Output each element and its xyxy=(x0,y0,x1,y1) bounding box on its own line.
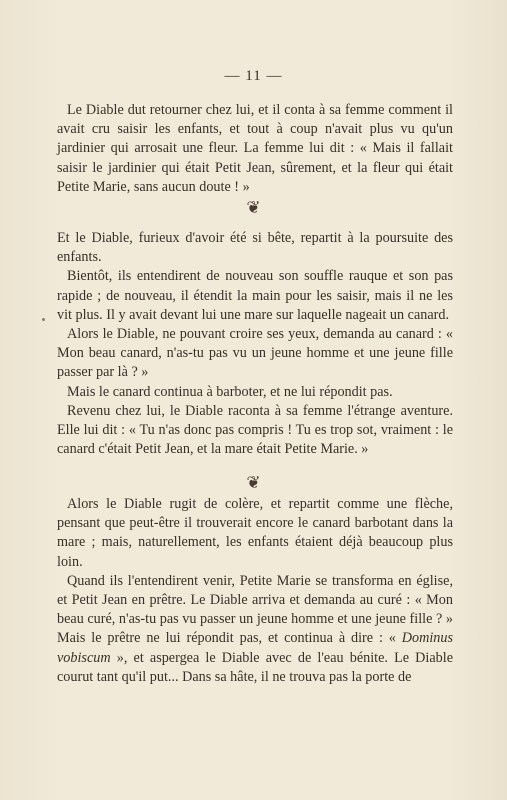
paragraph xyxy=(57,572,453,687)
paragraph: Le Diable dut retourner chez lui, et il conta à sa femme comment il avait cru saisir les enfants, et tout à coup n'avait plus vu qu'un jardinier qui arrosait une fleur. La femme lui dit : « Mais il fallait saisir le jardinier qui était Petit Jean, sûrement, et la fleur qui était Petite Marie, sans aucun doute ! » xyxy=(57,102,453,195)
paragraph: Bientôt, ils entendirent de nouveau son souffle rauque et son pas rapide ; de nouveau, il étendit la main pour les saisir, mais il ne les vit plus. Il y avait devant lui une mare sur laquelle nageait un canard. xyxy=(57,268,453,323)
text-block-1 xyxy=(57,101,453,197)
fleuron-ornament-icon: ❦ xyxy=(246,198,261,217)
text-block-2 xyxy=(57,229,453,459)
page-number: — 11 — xyxy=(224,68,283,84)
latin-phrase: Dominus vobiscum xyxy=(57,630,453,666)
paragraph: Revenu chez lui, le Diable raconta à sa femme l'étrange aventure. Elle lui dit : « Tu n'as donc pas compris ! Tu es trop sot, vraiment : le canard c'était Petit Jean, et la mare était Petite Marie. » xyxy=(57,402,453,458)
paragraph: Alors le Diable, ne pouvant croire ses yeux, demanda au canard : « Mon beau canard, n'as-tu pas vu un jeune homme et une jeune fille passer par là ? » xyxy=(57,326,453,381)
paragraph-text: Quand ils l'entendirent venir, Petite Marie se transforma en église, et Petit Jean en prêtre. Le Diable arriva et demanda au curé : « Mon beau curé, n'as-tu pas vu passer un jeune homme et une jeune fille ? » Mais le prêtre ne lui répondit pas, et continua à dire : « xyxy=(57,572,453,647)
fleuron-ornament-icon: ❦ xyxy=(246,473,261,492)
text-block-3 xyxy=(57,495,453,687)
paragraph: Alors le Diable rugit de colère, et repartit comme une flèche, pensant que peut-être il trouverait encore le canard barbotant dans la mare ; mais, naturellement, les enfants étaient déjà beaucoup plus loin. xyxy=(57,496,453,570)
paragraph: Et le Diable, furieux d'avoir été si bête, repartit à la poursuite des enfants. xyxy=(57,230,453,266)
paragraph-text: », et aspergea le Diable avec de l'eau bénite. Le Diable courut tant qu'il put... Dans sa hâte, il ne trouva pas la porte de xyxy=(57,649,453,685)
margin-mark xyxy=(42,318,45,321)
paragraph: Mais le canard continua à barboter, et ne lui répondit pas. xyxy=(67,383,393,400)
